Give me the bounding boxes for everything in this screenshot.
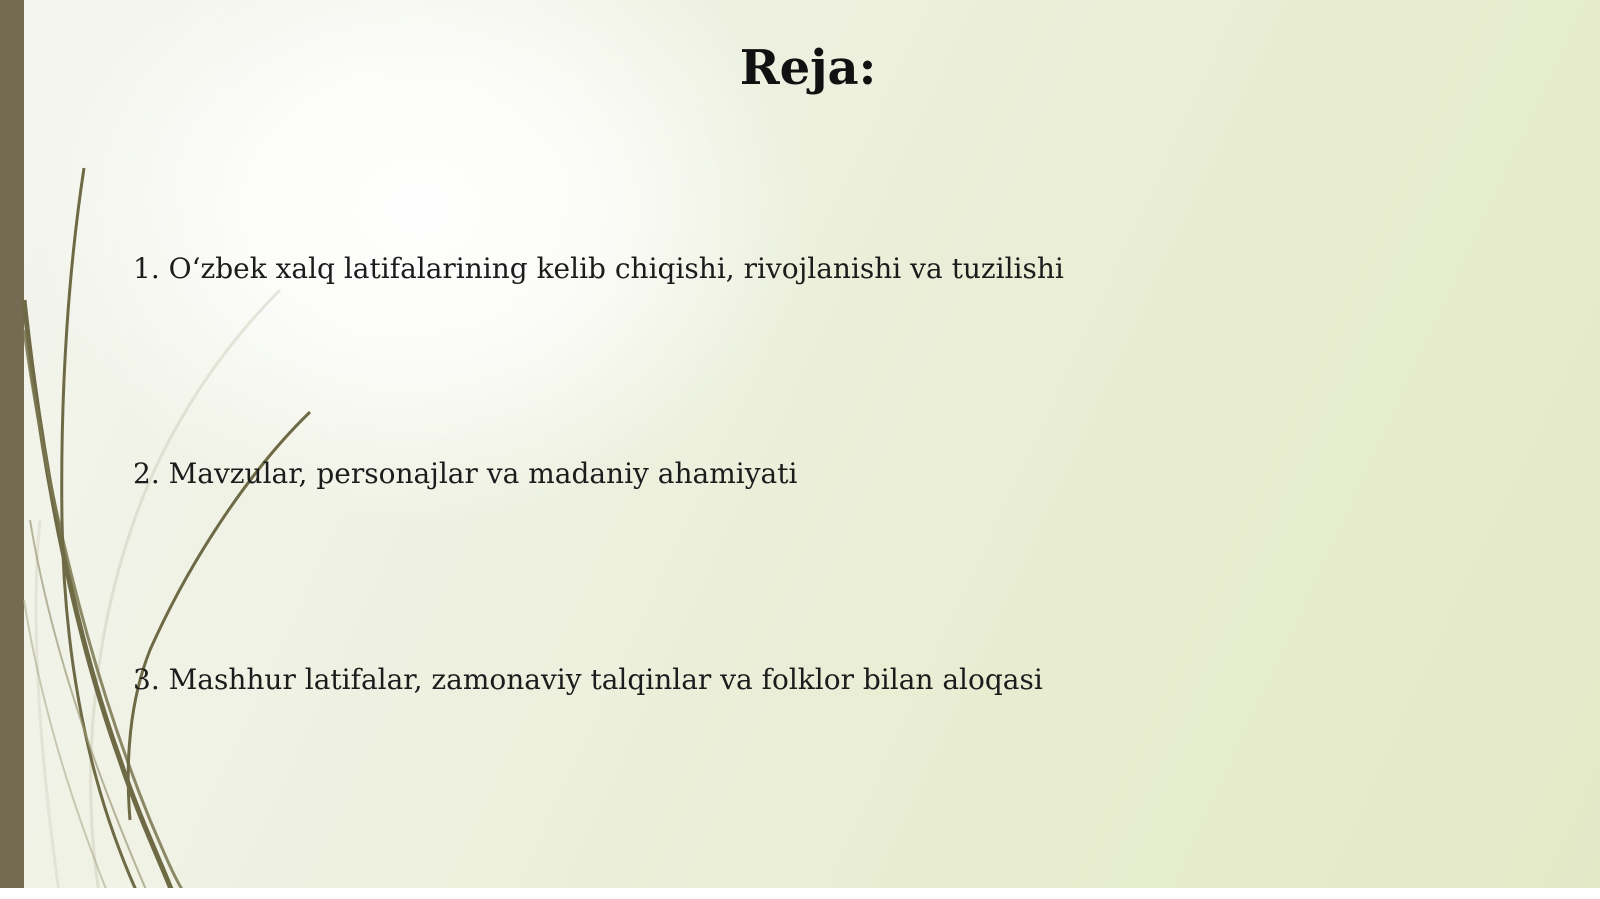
plan-item-1: 1. O‘zbek xalq latifalarining kelib chiqishi, rivojlanishi va tuzilishi (133, 252, 1064, 285)
slide-title: Reja: (739, 40, 877, 96)
grass-decoration-icon (0, 0, 400, 899)
plan-item-3: 3. Mashhur latifalar, zamonaviy talqinlar va folklor bilan aloqasi (133, 663, 1043, 696)
bottom-edge (0, 888, 1600, 899)
plan-item-2: 2. Mavzular, personajlar va madaniy ahamiyati (133, 457, 798, 490)
